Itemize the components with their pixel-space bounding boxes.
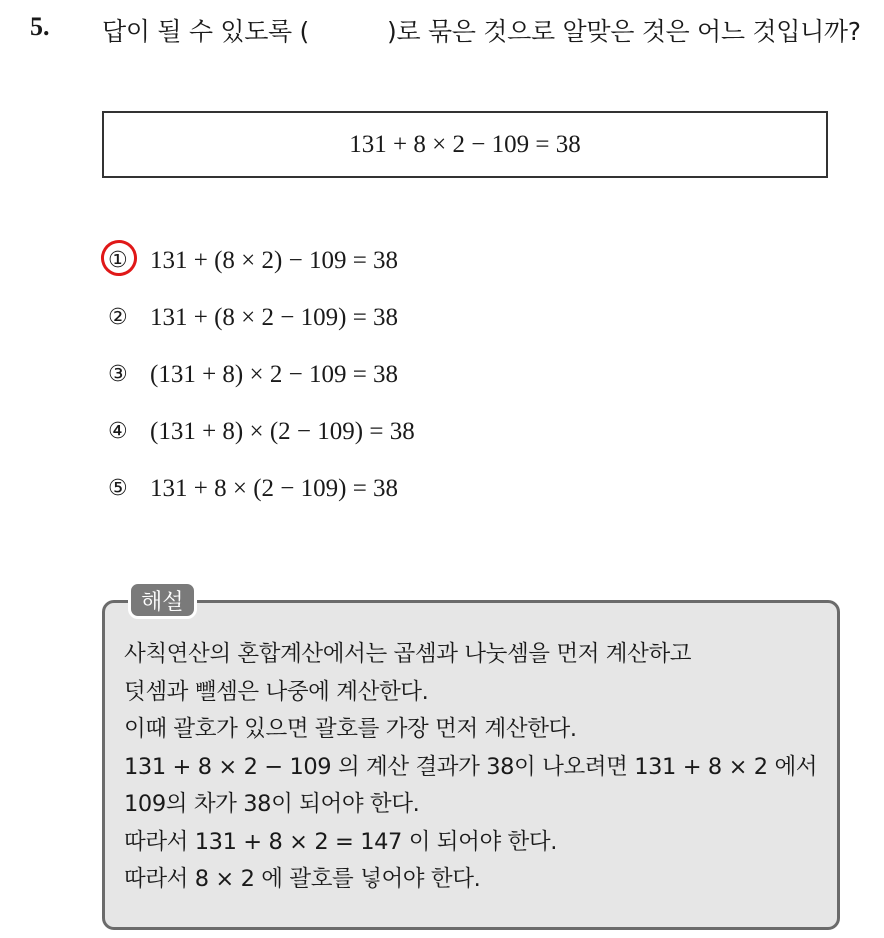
choice-2[interactable]	[108, 289, 415, 346]
explanation-line: 덧셈과 뺄셈은 나중에 계산한다.	[124, 678, 429, 705]
choice-marker: ②	[108, 305, 128, 330]
explanation-line: 따라서 8 × 2 에 괄호를 넣어야 한다.	[124, 866, 481, 892]
given-expression-box	[102, 111, 828, 178]
question-number: 5.	[30, 12, 50, 41]
choice-marker: ①	[108, 248, 150, 273]
choice-expression: (131 + 8) × (2 − 109) = 38	[150, 417, 415, 445]
explanation-tab: 해설	[128, 581, 197, 619]
choice-expression: 131 + (8 × 2 − 109) = 38	[150, 303, 399, 331]
explanation-line: 이때 괄호가 있으면 괄호를 가장 먼저 계산한다.	[124, 716, 577, 742]
choice-marker: ③	[108, 362, 128, 387]
choice-marker: ⑤	[108, 476, 128, 501]
choice-5[interactable]	[108, 460, 415, 517]
explanation-line: 따라서 131 + 8 × 2 = 147 이 되어야 한다.	[124, 828, 557, 855]
selected-answer-circle	[98, 237, 141, 280]
choice-1[interactable]	[108, 232, 415, 289]
given-expression: 131 + 8 × 2 − 109 = 38	[349, 130, 581, 158]
question-text-after-blank: )로 묶은 것으로 알맞은 것은 어느 것입니까?	[387, 17, 861, 46]
choice-expression: (131 + 8) × 2 − 109 = 38	[150, 360, 399, 388]
question-text-before-blank: 답이 될 수 있도록 (	[102, 17, 309, 46]
choice-expression: 131 + (8 × 2) − 109 = 38	[150, 246, 399, 274]
question-text	[102, 10, 872, 54]
explanation-line: 사칙연산의 혼합계산에서는 곱셈과 나눗셈을 먼저 계산하고	[124, 641, 692, 667]
explanation-line: 109의 차가 38이 되어야 한다.	[124, 791, 420, 817]
choice-4[interactable]	[108, 403, 415, 460]
choice-marker: ④	[108, 419, 128, 444]
choice-expression: 131 + 8 × (2 − 109) = 38	[150, 474, 399, 502]
explanation-text	[124, 636, 830, 899]
explanation-line: 131 + 8 × 2 − 109 의 계산 결과가 38이 나오려면 131 + 8 × 2 에서	[124, 753, 818, 780]
choice-3[interactable]	[108, 346, 415, 403]
choice-list	[108, 232, 415, 517]
